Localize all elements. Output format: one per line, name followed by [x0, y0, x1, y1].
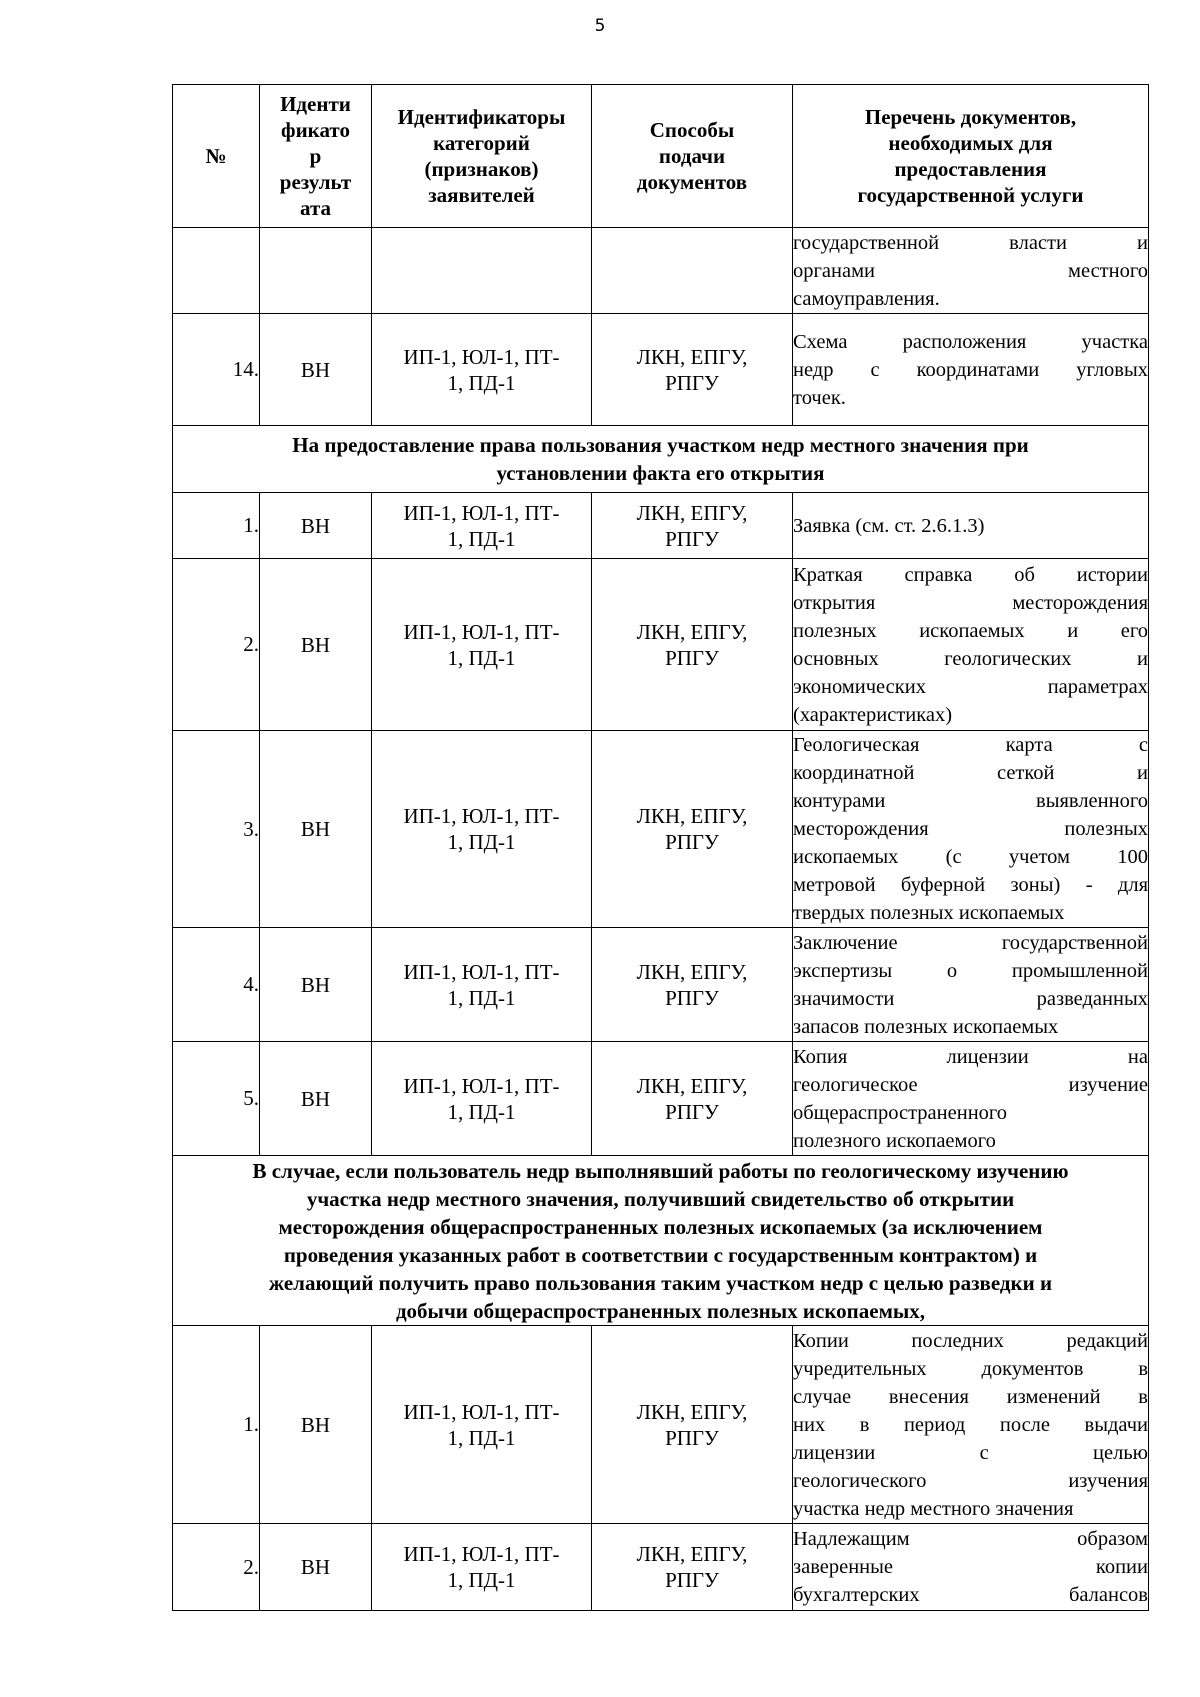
submission-methods: ЛКН, ЕПГУ, РПГУ [592, 1042, 793, 1156]
submission-methods: ЛКН, ЕПГУ, РПГУ [592, 493, 793, 559]
doc-description: Надлежащим образом заверенные копии бухгалтерских балансов [793, 1524, 1149, 1611]
doc-description: Краткая справка об истории открытия месторождения полезных ископаемых и его основных геологических и экономических параметрах (характеристиках) [793, 559, 1149, 731]
row-number: 4. [173, 928, 260, 1042]
applicant-ids: ИП-1, ЮЛ-1, ПТ- 1, ПД-1 [372, 731, 592, 928]
table-row [173, 228, 1149, 314]
row-number: 1. [173, 1326, 260, 1524]
applicant-ids: ИП-1, ЮЛ-1, ПТ- 1, ПД-1 [372, 493, 592, 559]
row-number: 2. [173, 1524, 260, 1611]
doc-description: Заявка (см. ст. 2.6.1.3) [793, 493, 1149, 559]
section-heading: В случае, если пользователь недр выполнявший работы по геологическому изучению участка недр местного значения, получивший свидетельство об открытии месторождения общераспространенных полезных ископаемых (за исключением проведения указанных работ в соответствии с государственным контрактом) и желающий получить право пользования таким участком недр с целью разведки и добычи общераспространенных полезных ископаемых, [173, 1156, 1149, 1326]
submission-methods: ЛКН, ЕПГУ, РПГУ [592, 1524, 793, 1611]
doc-description: Копии последних редакций учредительных документов в случае внесения изменений в них в период после выдачи лицензии с целью геологического изучения участка недр местного значения [793, 1326, 1149, 1524]
section-heading-row [173, 1156, 1149, 1326]
header-result-id: Иденти фикато р результ ата [260, 85, 372, 228]
table-row [173, 1042, 1149, 1156]
result-id: ВН [260, 1042, 372, 1156]
submission-methods: ЛКН, ЕПГУ, РПГУ [592, 559, 793, 731]
applicant-ids: ИП-1, ЮЛ-1, ПТ- 1, ПД-1 [372, 559, 592, 731]
result-id: ВН [260, 559, 372, 731]
doc-description: Заключение государственной экспертизы о промышленной значимости разведанных запасов полезных ископаемых [793, 928, 1149, 1042]
documents-table [172, 84, 1149, 1611]
table-row [173, 314, 1149, 426]
header-methods: Способы подачи документов [592, 85, 793, 228]
row-number: 1. [173, 493, 260, 559]
submission-methods: ЛКН, ЕПГУ, РПГУ [592, 314, 793, 426]
doc-description: Копия лицензии на геологическое изучение общераспространенного полезного ископаемого [793, 1042, 1149, 1156]
doc-description: государственной власти и органами местного самоуправления. [793, 228, 1149, 314]
table-row [173, 731, 1149, 928]
table-row [173, 1524, 1149, 1611]
submission-methods: ЛКН, ЕПГУ, РПГУ [592, 731, 793, 928]
result-id: ВН [260, 493, 372, 559]
row-number: 5. [173, 1042, 260, 1156]
applicant-ids: ИП-1, ЮЛ-1, ПТ- 1, ПД-1 [372, 1524, 592, 1611]
submission-methods: ЛКН, ЕПГУ, РПГУ [592, 928, 793, 1042]
table-row [173, 559, 1149, 731]
table-header-row [173, 85, 1149, 228]
result-id: ВН [260, 928, 372, 1042]
row-number: 14. [173, 314, 260, 426]
header-applicant-ids: Идентификаторы категорий (признаков) заявителей [372, 85, 592, 228]
applicant-ids: ИП-1, ЮЛ-1, ПТ- 1, ПД-1 [372, 928, 592, 1042]
header-num: № [173, 85, 260, 228]
table-row [173, 493, 1149, 559]
section-heading: На предоставление права пользования участком недр местного значения при установлении факта его открытия [173, 426, 1149, 493]
row-number: 2. [173, 559, 260, 731]
result-id: ВН [260, 314, 372, 426]
table-row [173, 1326, 1149, 1524]
result-id: ВН [260, 731, 372, 928]
section-heading-row [173, 426, 1149, 493]
doc-description: Геологическая карта с координатной сеткой и контурами выявленного месторождения полезных ископаемых (с учетом 100 метровой буферной зоны) - для твердых полезных ископаемых [793, 731, 1149, 928]
submission-methods: ЛКН, ЕПГУ, РПГУ [592, 1326, 793, 1524]
doc-description: Схема расположения участка недр с координатами угловых точек. [793, 314, 1149, 426]
header-documents: Перечень документов, необходимых для предоставления государственной услуги [793, 85, 1149, 228]
row-number: 3. [173, 731, 260, 928]
applicant-ids: ИП-1, ЮЛ-1, ПТ- 1, ПД-1 [372, 1326, 592, 1524]
applicant-ids: ИП-1, ЮЛ-1, ПТ- 1, ПД-1 [372, 1042, 592, 1156]
applicant-ids: ИП-1, ЮЛ-1, ПТ- 1, ПД-1 [372, 314, 592, 426]
page-number: 5 [594, 16, 606, 36]
table-row [173, 928, 1149, 1042]
result-id: ВН [260, 1524, 372, 1611]
result-id: ВН [260, 1326, 372, 1524]
